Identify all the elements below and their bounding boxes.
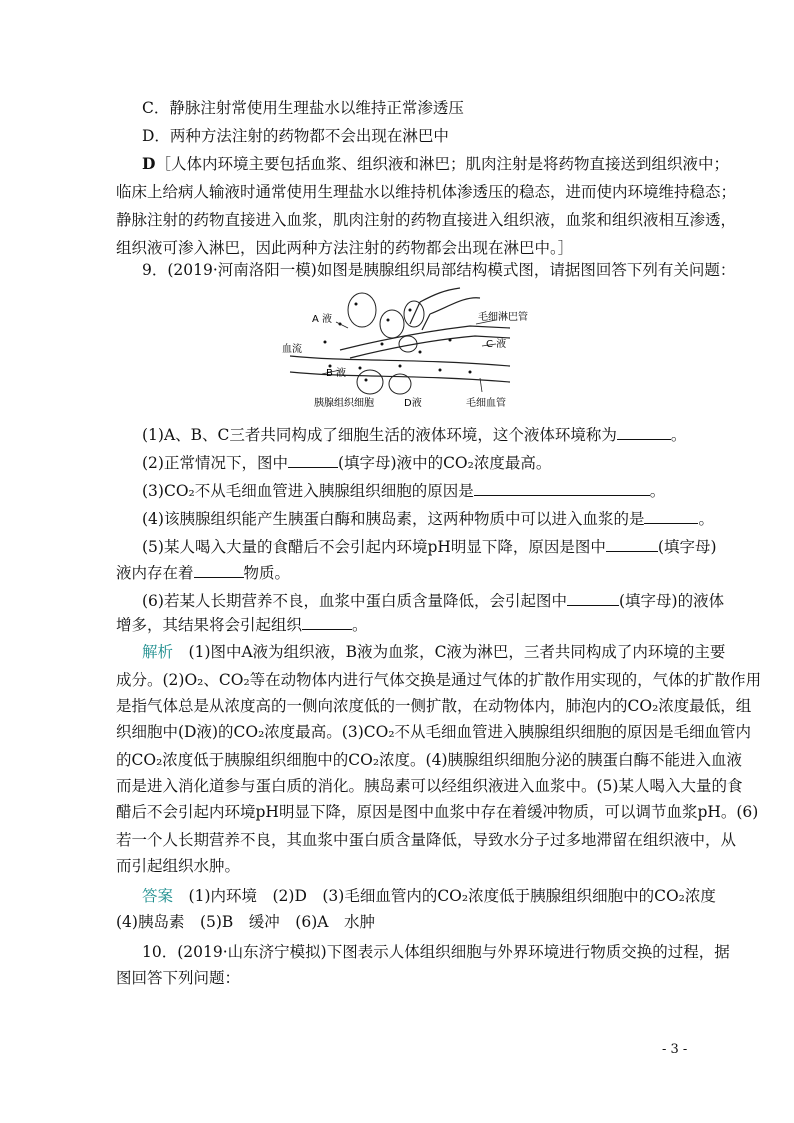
label-pancreas-cell: 胰腺组织细胞 [314,398,374,409]
question-9-6-cont: 增多，其结果将会引起组织 。 [116,616,368,634]
analysis-line-4: 织细胞中(D液)的CO₂浓度最高。(3)CO₂不从毛细血管进入胰腺组织细胞的原因是毛细血管内 [116,723,752,741]
question-9-2: (2)正常情况下，图中 (填字母)液中的CO₂浓度最高。 [142,454,552,472]
answer-blank-3[interactable] [474,480,650,496]
answer-blank-1[interactable] [617,424,671,440]
page-number: - 3 - [662,1042,688,1057]
explanation-line-1 [142,154,729,174]
analysis-line-9: 而引起组织水肿。 [116,857,241,875]
analysis-line-7: 醋后不会引起内环境pH明显下降，原因是图中血浆中存在着缓冲物质，可以调节血浆pH。(6) [116,803,759,821]
question-9-title: 9．(2019·河南洛阳一模)如图是胰腺组织局部结构模式图，请据图回答下列有关问题： [142,261,736,279]
analysis-line-1: 解析 (1)图中A液为组织液，B液为血浆，C液为淋巴，三者共同构成了内环境的主要 [142,643,726,661]
question-9-1: (1)A、B、C三者共同构成了细胞生活的液体环境，这个液体环境称为 。 [142,426,687,444]
answer-line-2: (4)胰岛素 (5)B 缓冲 (6)A 水肿 [116,913,375,931]
option-d: D．两种方法注射的药物都不会出现在淋巴中 [142,127,449,145]
question-9-4: (4)该胰腺组织能产生胰蛋白酶和胰岛素，这两种物质中可以进入血浆的是 。 [142,510,714,528]
question-9-6: (6)若某人长期营养不良，血浆中蛋白质含量降低，会引起图中 (填字母)的液体 [142,592,725,610]
blood-capillary [290,356,510,382]
question-10-line-1: 10．(2019·山东济宁模拟)下图表示人体组织细胞与外界环境进行物质交换的过程，据 [142,943,730,961]
analysis-line-5: 的CO₂浓度低于胰腺组织细胞中的CO₂浓度。(4)胰腺组织细胞分泌的胰蛋白酶不能进入血液 [116,751,743,769]
cell-4 [357,370,383,394]
answer-label: 答案 [142,887,174,905]
label-a: A 液 [312,314,333,325]
explanation-text: ［人体内环境主要包括血浆、组织液和淋巴；肌肉注射是将药物直接送到组织液中； [155,155,729,173]
answer-letter: D [142,154,156,173]
answer-blank-6b[interactable] [302,614,352,630]
pancreas-tissue-diagram [270,284,528,412]
label-b: B 液 [326,368,347,379]
answer-blank-2[interactable] [288,452,338,468]
answer-blank-6a[interactable] [567,590,619,606]
analysis-line-3: 是指气体总是从浓度高的一侧向浓度低的一侧扩散，在动物体内，肺泡内的CO₂浓度最低，组 [116,697,752,715]
lymph-vessel [340,326,510,358]
answer-blank-4[interactable] [644,508,698,524]
option-c: C．静脉注射常使用生理盐水以维持正常渗透压 [142,99,464,117]
analysis-line-8: 若一个人长期营养不良，其血浆中蛋白质含量降低，导致水分子过多地滞留在组织液中，从 [116,831,737,849]
label-blood-capillary: 毛细血管 [466,398,506,409]
analysis-line-2: 成分。(2)O₂、CO₂等在动物体内进行气体交换是通过气体的扩散作用实现的，气体的扩散作用 [116,671,762,689]
answer-blank-5a[interactable] [606,536,658,552]
cell-1 [348,293,376,327]
label-blood-flow: 血流 [282,344,302,355]
label-c: C 液 [486,339,507,350]
question-9-5: (5)某人喝入大量的食醋后不会引起内环境pH明显下降，原因是图中 (填字母) [142,538,717,556]
question-9-5-cont: 液内存在着 物质。 [116,564,291,582]
explanation-line-4: 组织液可渗入淋巴，因此两种方法注射的药物都会出现在淋巴中。］ [116,239,574,257]
cell-2 [380,310,404,338]
answer-line-1: 答案 (1)内环境 (2)D (3)毛细血管内的CO₂浓度低于胰腺组织细胞中的CO₂浓度 [142,887,716,905]
question-10-line-2: 图回答下列问题： [116,969,241,987]
answer-blank-5b[interactable] [194,562,244,578]
analysis-line-6: 而是进入消化道参与蛋白质的消化。胰岛素可以经组织液进入血浆中。(5)某人喝入大量的食 [116,777,743,795]
label-lymph-capillary: 毛细淋巴管 [478,312,528,323]
analysis-label: 解析 [142,643,174,661]
explanation-line-2: 临床上给病人输液时通常使用生理盐水以维持机体渗透压的稳态，进而使内环境维持稳态； [116,183,737,201]
question-9-3: (3)CO₂不从毛细血管进入胰腺组织细胞的原因是 。 [142,482,666,500]
label-d: D液 [404,398,422,409]
explanation-line-3: 静脉注射的药物直接进入血浆，肌肉注射的药物直接进入组织液，血浆和组织液相互渗透， [116,211,737,229]
